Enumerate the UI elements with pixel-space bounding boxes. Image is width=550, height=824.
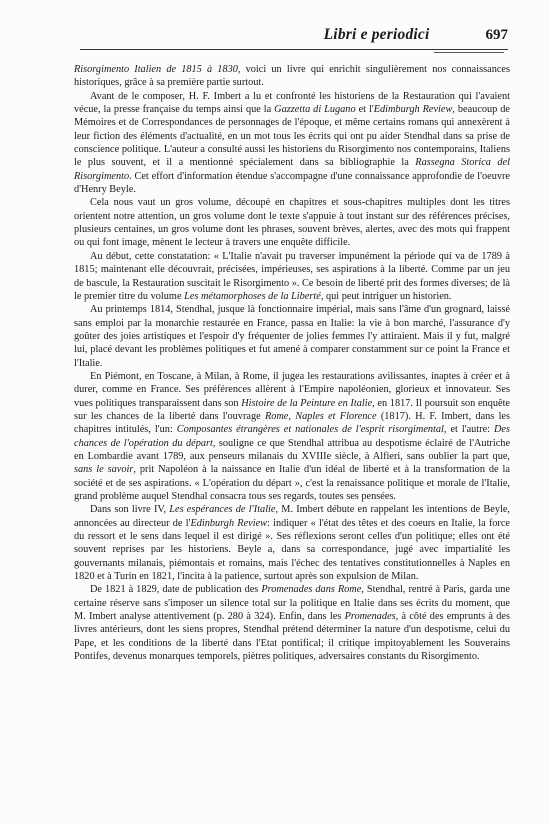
text-run: : indiquer « l'état des têtes et des coeurs en Italie, la force du ressort et le sens dans lequel il est dirigé ». Ses réflexions seront celles d'un politique; elles ont été souvent reprises par les historiens. Beyle a, dans sa correspondance, jugé avec impartialité les gouvernants milanais, piémontais et romains, mais l'échec des tentatives constitutionnelles à Naples en 1820 et à Turin en 1821, l'incita à la patience, surtout après son expulsion de Milan. bbox=[74, 517, 510, 583]
italic-text-run: Rassegna Storica del Risorgimento bbox=[74, 157, 510, 182]
italic-text-run: Les métamorphoses de la Liberté bbox=[184, 290, 321, 302]
paragraph bbox=[74, 583, 510, 663]
text-run: et l' bbox=[355, 104, 374, 116]
text-run: , à côté des emprunts à des livres antérieurs, dont les siens propres, Stendhal prétend déterminer la nature d'un despotisme, celui du Pape, et les conditions de la liberté dans l'Etat pontifical; il critique impitoyablement les Souverains Pontifes, devenus monarques temporels, piètres politiques, adversaires constants du Risorgimento. bbox=[74, 611, 510, 663]
text-run: (1817). H. F. Imbert, dans les chapitres intitulés, l'un: bbox=[74, 410, 510, 436]
italic-text-run: Composantes étrangères et nationales de l'esprit risorgimental bbox=[176, 424, 444, 436]
text-run: De 1821 à 1829, date de publication des bbox=[90, 584, 262, 596]
text-run: Dans son livre IV, bbox=[90, 504, 170, 516]
text-run: , beaucoup de Mémoires et de Correspondances de personnages de l'époque, et même certains romans qui annexèrent à leur fiction des éléments d'actualité, en un mot tous les écrits qui ont pu aider Stendhal dans sa prise de conscience politique. L'auteur a consulté aussi les historiens du Risorgimento nos contemporains, Italiens le plus souvent, et il a mentionné spécialement dans sa bibliographie la bbox=[74, 104, 510, 169]
text-run: , souligne ce que Stendhal attribua au despotisme éclairé de l'Autriche en Lombardie avant 1789, aux penseurs milanais du XVIIIe siècle, à Alfieri, sans oublier la part que, bbox=[74, 437, 510, 462]
text-run: , M. Imbert débute en rappelant les intentions de Beyle, annoncées au directeur de l' bbox=[74, 504, 510, 529]
text-run: , voici un livre qui enrichit singulièrement nos connaissances historiques, grâce à sa première partie surtout. bbox=[74, 64, 510, 89]
paragraph bbox=[74, 370, 510, 503]
page-number: 697 bbox=[485, 26, 508, 43]
italic-text-run: Rome, Naples et Florence bbox=[264, 410, 377, 422]
text-run: Cela nous vaut un gros volume, découpé en chapitres et sous-chapitres multiples dont les titres orientent notre attention, un gros volume dont le texte s'appuie à tout instant sur des références précises, plusieurs centaines, un gros volume dont les phrases, souvent brèves, alertes, avec des mots qui frappent ou qui font image, mènent le lecteur à travers une enquête difficile. bbox=[74, 197, 510, 249]
running-title: Libri e periodici bbox=[323, 26, 430, 43]
paragraph bbox=[74, 503, 510, 583]
text-run: Au début, cette constatation: « L'Italie n'avait pu traverser impunément la période qui va de 1789 à 1815; maintenant elle découvrait, précisées, impérieuses, ses aspirations à la liberté. Comme par un jeu de bascule, la Restauration suscitait le Risorgimento ». Ce besoin de liberté prit des formes diverses; de là le premier titre du volume bbox=[74, 250, 510, 302]
italic-text-run: Des chances de l'opération du départ bbox=[74, 424, 510, 449]
header-rule bbox=[80, 49, 508, 50]
text-run: . Cet effort d'information étendue s'accompagne d'une connaissance approfondie de l'oeuvre d'Henry Beyle. bbox=[74, 170, 510, 196]
italic-text-run: Les espérances de l'Italie bbox=[169, 504, 276, 516]
italic-text-run: Edimburgh Review bbox=[373, 104, 453, 116]
italic-text-run: Histoire de la Peinture en Italie bbox=[241, 397, 373, 409]
paragraph bbox=[74, 63, 510, 90]
text-run: , prit Napoléon à la naissance en Italie d'un idéal de liberté et à la transformation de la société et de ses aspirations. « L'opération du départ », c'est la renaissance politique et morale de l'Italie, grand problème auquel Stendhal consacra tous ses regards, toutes ses pensées. bbox=[74, 464, 510, 502]
paragraph bbox=[74, 250, 510, 303]
text-run: Avant de le composer, H. F. Imbert a lu et confronté les historiens de la Restauration qui l'avaient vécue, la presse française du temps ainsi que la bbox=[74, 90, 510, 116]
paragraph bbox=[74, 90, 510, 197]
italic-text-run: sans le savoir bbox=[74, 464, 134, 476]
text-run: En Piémont, en Toscane, à Milan, à Rome, il jugea les restaurations avilissantes, inaptes à créer et à durer, comme en France. Ses préférences allèrent à l'Empire napoléonien, glorieux et innovateur. Ses vues politiques transparaissent dans son bbox=[74, 370, 510, 409]
text-run: Au printemps 1814, Stendhal, jusque là fonctionnaire impérial, mais sans l'âme d'un grognard, laissé sans emploi par la monarchie restaurée en France, passa en Italie: la vie à bon marché, l'assurance d'y goûter des joies artistiques et l'espoir d'y fréquenter de jolies femmes l'y attiraient. Mais il y fut, malgré lui, placé devant les problèmes politiques et fut amené à comparer constamment sur ce point la France et l'Italie. bbox=[74, 304, 510, 369]
italic-text-run: Edinburgh Review bbox=[190, 517, 268, 529]
text-run: , qui peut intriguer un historien. bbox=[320, 290, 452, 302]
text-run: , Stendhal, rentré à Paris, garda une certaine réserve sans s'imposer un silence total sur la politique en Italie dans ses écrits du moment, que M. Imbert analyse attentivement (p. 280 à 324). Enfin, dans les bbox=[74, 584, 510, 623]
italic-text-run: Promenades dans Rome bbox=[261, 584, 362, 596]
running-header bbox=[80, 22, 508, 48]
italic-text-run: Promenades bbox=[344, 611, 396, 623]
italic-text-run: Gazzetta di Lugano bbox=[274, 104, 356, 116]
body-text bbox=[74, 63, 510, 810]
text-run: , et l'autre: bbox=[443, 424, 494, 436]
text-run: , en 1817. Il poursuit son enquête sur les chances de la liberté dans l'ouvrage bbox=[74, 397, 510, 422]
paragraph bbox=[74, 196, 510, 249]
italic-text-run: Risorgimento Italien de 1815 à 1830 bbox=[74, 64, 238, 75]
paragraph bbox=[74, 303, 510, 370]
